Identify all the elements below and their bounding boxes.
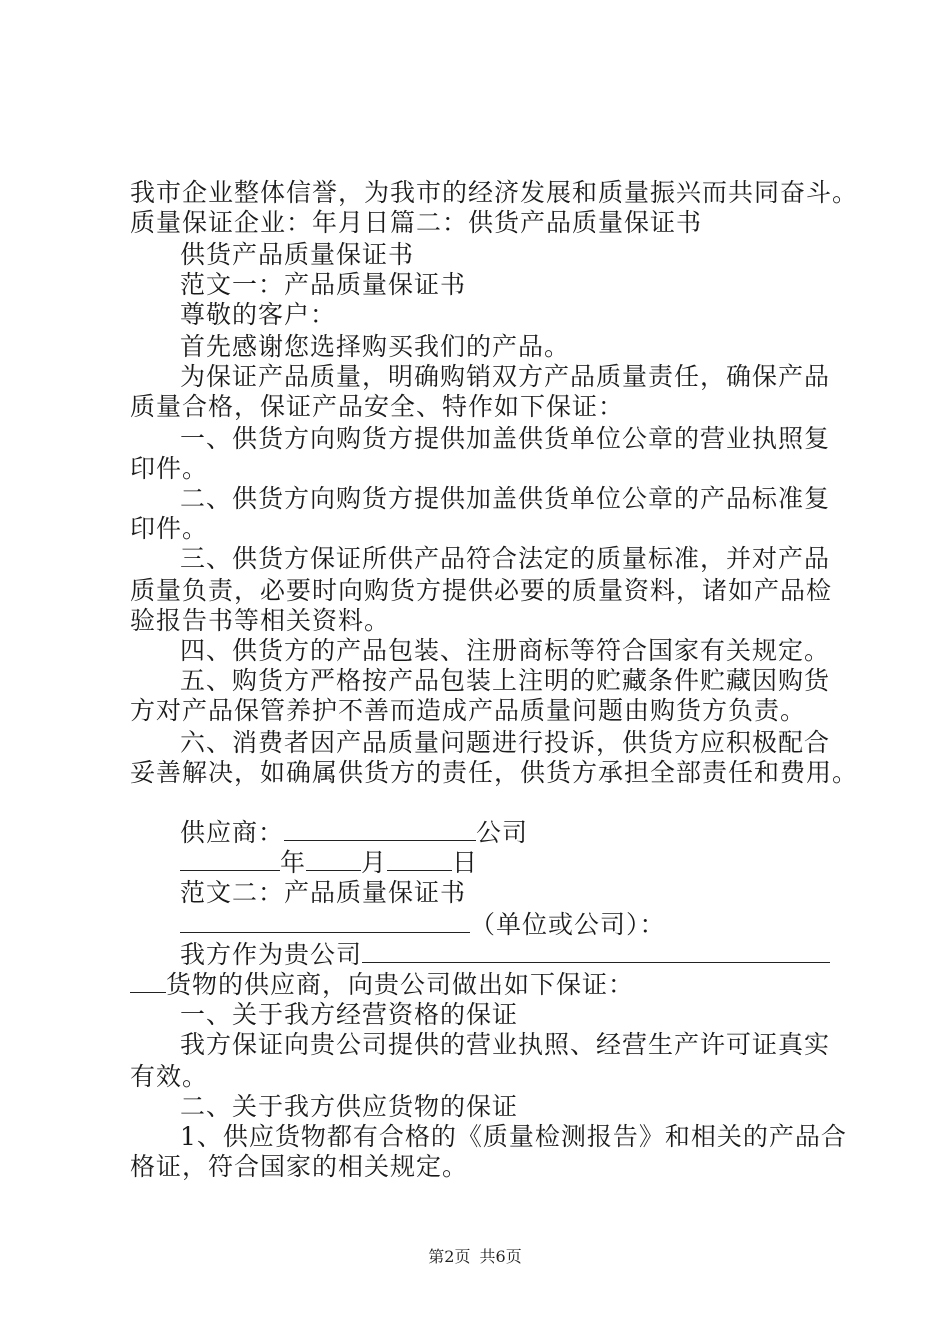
supplier-label: 供应商：: [180, 818, 285, 847]
paragraph-line: 格证，符合国家的相关规定。: [130, 1152, 469, 1181]
addressee-blank: [180, 910, 470, 933]
paragraph-line: 妥善解决，如确属供货方的责任，供货方承担全部责任和费用。: [130, 758, 859, 787]
supplier-line: [180, 816, 528, 850]
goods-blank: [362, 940, 830, 963]
heading-line: 范文一：产品质量保证书: [180, 270, 467, 299]
paragraph-line: 1、供应货物都有合格的《质量检测报告》和相关的产品合: [180, 1122, 847, 1151]
paragraph-line: 质量保证企业：年月日篇二：供货产品质量保证书: [130, 208, 703, 237]
paragraph-line: 方对产品保管养护不善而造成产品质量问题由购货方负责。: [130, 696, 807, 725]
page-total: 共6页: [479, 1247, 522, 1266]
heading-line: 范文二：产品质量保证书: [180, 878, 467, 907]
year-label: 年: [280, 848, 307, 877]
paragraph-line: 我市企业整体信誉，为我市的经济发展和质量振兴而共同奋斗。: [130, 178, 859, 207]
paragraph-line: 印件。: [130, 514, 209, 543]
date-line: [180, 846, 478, 880]
heading-line: 供货产品质量保证书: [180, 240, 415, 269]
addressee-line: [180, 908, 666, 942]
page-number: 第2页: [428, 1247, 471, 1266]
supplier-name-blank: [284, 818, 476, 841]
paragraph-line: 四、供货方的产品包装、注册商标等符合国家有关规定。: [180, 636, 831, 665]
page-footer: [0, 1244, 950, 1267]
section-heading: 二、关于我方供应货物的保证: [180, 1092, 519, 1121]
goods-blank-cont: [130, 970, 166, 993]
paragraph-line: 一、供货方向购货方提供加盖供货单位公章的营业执照复: [180, 424, 831, 453]
paragraph-line: 验报告书等相关资料。: [130, 606, 391, 635]
section-heading: 一、关于我方经营资格的保证: [180, 1000, 519, 1029]
day-label: 日: [452, 848, 479, 877]
paragraph-line: 我方保证向贵公司提供的营业执照、经营生产许可证真实: [180, 1030, 831, 1059]
paragraph-line: 五、购货方严格按产品包装上注明的贮藏条件贮藏因购货: [180, 666, 831, 695]
paragraph-line: 六、消费者因产品质量问题进行投诉，供货方应积极配合: [180, 728, 831, 757]
month-label: 月: [361, 848, 388, 877]
month-blank: [306, 848, 361, 871]
paragraph-line: 为保证产品质量，明确购销双方产品质量责任，确保产品: [180, 362, 831, 391]
paragraph-line: 首先感谢您选择购买我们的产品。: [180, 332, 571, 361]
salutation: 尊敬的客户：: [180, 300, 337, 329]
statement-cont: 货物的供应商，向贵公司做出如下保证：: [166, 970, 635, 999]
addressee-suffix: （单位或公司）：: [470, 910, 666, 939]
year-blank: [180, 848, 280, 871]
statement-line: [180, 938, 830, 972]
paragraph-line: 二、供货方向购货方提供加盖供货单位公章的产品标准复: [180, 484, 831, 513]
paragraph-line: 印件。: [130, 454, 209, 483]
paragraph-line: 有效。: [130, 1062, 209, 1091]
statement-prefix: 我方作为贵公司: [180, 940, 363, 969]
paragraph-line: 三、供货方保证所供产品符合法定的质量标准，并对产品: [180, 544, 831, 573]
paragraph-line: 质量负责，必要时向购货方提供必要的质量资料，诸如产品检: [130, 576, 833, 605]
company-suffix: 公司: [476, 818, 529, 847]
paragraph-line: 质量合格，保证产品安全、特作如下保证：: [130, 392, 625, 421]
statement-line: [130, 968, 634, 1002]
day-blank: [387, 848, 452, 871]
